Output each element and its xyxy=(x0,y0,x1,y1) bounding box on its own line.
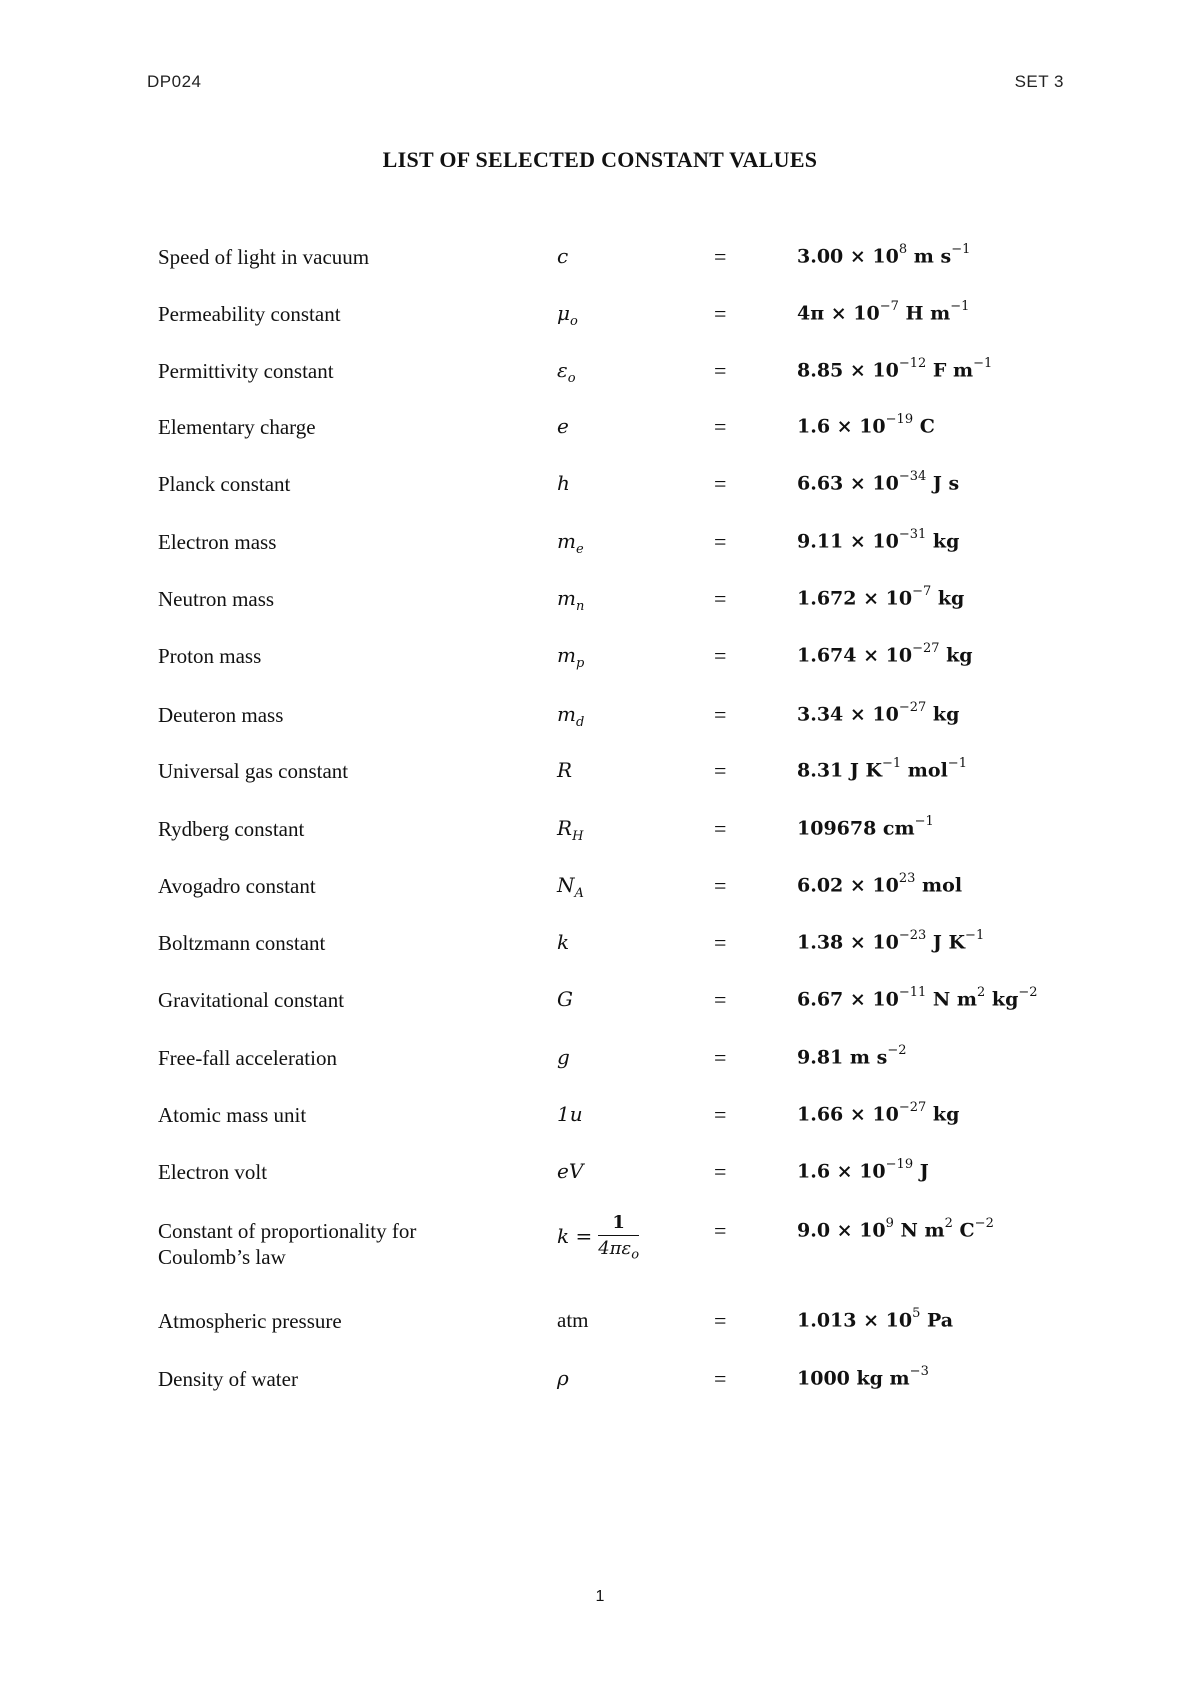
value-mantissa: 8.31 J K xyxy=(797,759,883,782)
value-unit: kg xyxy=(926,530,960,553)
constant-value xyxy=(797,1308,953,1331)
constant-name-text: Coulomb’s law xyxy=(158,1245,286,1269)
constant-name-text: Proton mass xyxy=(158,644,262,668)
value-mantissa: 6.63 × 10 xyxy=(797,472,899,495)
table-row xyxy=(0,1366,1200,1406)
constant-symbol xyxy=(557,1366,569,1390)
value-exponent: −19 xyxy=(885,412,914,427)
value-exponent: −7 xyxy=(879,299,899,314)
symbol-subscript: o xyxy=(570,314,578,329)
table-row xyxy=(0,244,1200,284)
table-row xyxy=(0,1102,1200,1142)
equals-sign: = xyxy=(714,702,727,727)
symbol-text: R xyxy=(557,758,573,782)
constant-symbol xyxy=(557,758,572,782)
constant-symbol xyxy=(557,1102,583,1126)
constant-name xyxy=(158,816,304,842)
value-unit: H m xyxy=(898,302,951,325)
constant-symbol xyxy=(557,643,584,671)
equals-sign: = xyxy=(714,816,727,841)
constant-name xyxy=(158,586,274,612)
constant-name-text: Planck constant xyxy=(158,472,291,496)
symbol-subscript: e xyxy=(575,542,584,557)
symbol-text: ε xyxy=(557,358,568,382)
value-exponent: −3 xyxy=(909,1364,929,1379)
value-mantissa: 3.00 × 10 xyxy=(797,245,899,268)
symbol-text: h xyxy=(557,471,570,495)
value-mantissa: 9.0 × 10 xyxy=(797,1219,886,1242)
constant-value xyxy=(797,414,935,437)
equals-sign: = xyxy=(714,873,727,898)
page-title: LIST OF SELECTED CONSTANT VALUES xyxy=(382,147,818,172)
symbol-subscript: A xyxy=(574,886,584,901)
constant-name xyxy=(158,702,283,728)
symbol-text: ρ xyxy=(557,1366,569,1390)
value-unit: J s xyxy=(926,472,960,495)
value-mantissa: 109678 cm xyxy=(797,817,915,840)
fraction xyxy=(598,1212,639,1263)
constant-name-text: Atmospheric pressure xyxy=(158,1309,342,1333)
unit-exponent: −1 xyxy=(965,928,985,943)
constant-symbol xyxy=(557,414,569,438)
symbol-subscript: d xyxy=(575,715,585,730)
constant-value xyxy=(797,358,992,381)
table-row xyxy=(0,1308,1200,1348)
header-set-label: SET 3 xyxy=(1014,72,1064,91)
value-mantissa: 9.11 × 10 xyxy=(797,530,899,553)
unit-exponent: −1 xyxy=(950,299,970,314)
value-exponent: 8 xyxy=(898,242,908,257)
unit-exponent: −2 xyxy=(1018,985,1038,1000)
value-unit: kg xyxy=(939,644,973,667)
table-row xyxy=(0,758,1200,798)
constant-symbol xyxy=(557,1212,639,1263)
value-unit: Pa xyxy=(920,1309,954,1332)
value-exponent: −11 xyxy=(898,985,927,1000)
page-number: 1 xyxy=(595,1588,605,1605)
table-row xyxy=(0,586,1200,626)
constant-name-text: Permittivity constant xyxy=(158,359,334,383)
table-row xyxy=(0,816,1200,856)
table-row xyxy=(0,414,1200,454)
value-unit: N m xyxy=(893,1219,945,1242)
symbol-text: k xyxy=(557,930,570,954)
constant-name-text: Electron volt xyxy=(158,1160,268,1184)
value-exponent: −27 xyxy=(898,700,927,715)
unit-exponent: −1 xyxy=(947,756,967,771)
constant-value xyxy=(797,1102,959,1125)
symbol-text: m xyxy=(557,643,576,667)
value-unit: F m xyxy=(926,359,974,382)
value-exponent: −1 xyxy=(882,756,902,771)
constant-name-text: Electron mass xyxy=(158,530,277,554)
table-row xyxy=(0,301,1200,341)
equals-sign: = xyxy=(714,1159,727,1184)
value-exponent: −12 xyxy=(898,356,927,371)
table-row xyxy=(0,702,1200,742)
table-row xyxy=(0,930,1200,970)
constant-name xyxy=(158,358,334,384)
value-exponent: 23 xyxy=(898,871,916,886)
value-mantissa: 1000 kg m xyxy=(797,1367,910,1390)
constant-name xyxy=(158,758,348,784)
constant-value xyxy=(797,529,959,552)
table-row xyxy=(0,643,1200,683)
table-row xyxy=(0,1045,1200,1085)
constant-name-text: Speed of light in vacuum xyxy=(158,245,370,269)
constant-name xyxy=(158,1218,416,1270)
value-unit: mol xyxy=(915,874,963,897)
value-exponent: −23 xyxy=(898,928,927,943)
constant-symbol xyxy=(557,987,573,1011)
constant-name xyxy=(158,1045,337,1071)
symbol-subscript: H xyxy=(572,829,584,844)
constant-value xyxy=(797,643,973,666)
constant-value xyxy=(797,1159,929,1182)
value-unit: C xyxy=(913,415,935,438)
value-mantissa: 1.66 × 10 xyxy=(797,1103,899,1126)
value-exponent: −27 xyxy=(912,641,940,656)
constant-value xyxy=(797,758,967,781)
symbol-text: 1u xyxy=(557,1102,583,1126)
equals-sign: = xyxy=(714,471,727,496)
constant-name xyxy=(158,301,341,327)
constant-symbol xyxy=(557,816,583,844)
value-mantissa: 1.6 × 10 xyxy=(797,415,886,438)
constant-symbol xyxy=(557,702,584,730)
constant-name-text: Deuteron mass xyxy=(158,703,284,727)
value-mantissa: 6.02 × 10 xyxy=(797,874,899,897)
denominator-subscript: o xyxy=(631,1247,640,1263)
value-unit: kg xyxy=(926,703,960,726)
symbol-subscript: o xyxy=(567,371,576,386)
unit-exponent: −1 xyxy=(951,242,971,257)
constant-symbol xyxy=(557,586,584,614)
symbol-subscript: p xyxy=(575,656,585,671)
fraction-denominator xyxy=(598,1236,639,1263)
constant-symbol xyxy=(557,358,576,386)
unit-exponent: −2 xyxy=(974,1216,994,1231)
value-exponent: 5 xyxy=(912,1306,921,1321)
constant-name-text: Avogadro constant xyxy=(158,874,316,898)
constant-value xyxy=(797,471,959,494)
value-mantissa: 1.38 × 10 xyxy=(797,931,899,954)
value-exponent: −1 xyxy=(914,814,934,829)
constant-name-text: Atomic mass unit xyxy=(158,1103,307,1127)
constant-symbol xyxy=(557,1159,583,1183)
equals-sign: = xyxy=(714,301,727,326)
symbol-text: atm xyxy=(557,1308,589,1332)
value-mantissa: 1.674 × 10 xyxy=(797,644,913,667)
value-unit: C xyxy=(952,1219,975,1242)
constant-name-text: Density of water xyxy=(158,1367,298,1391)
value-mantissa: 6.67 × 10 xyxy=(797,988,899,1011)
constant-name xyxy=(158,414,316,440)
equals-sign: = xyxy=(714,1102,727,1127)
constant-value xyxy=(797,244,970,267)
symbol-subscript: n xyxy=(575,599,585,614)
constant-value xyxy=(797,873,962,896)
equals-sign: = xyxy=(714,1366,727,1391)
value-exponent: 9 xyxy=(885,1216,894,1231)
constant-name-text: Elementary charge xyxy=(158,415,316,439)
constant-name xyxy=(158,1102,306,1128)
table-row xyxy=(0,1212,1200,1269)
value-mantissa: 8.85 × 10 xyxy=(797,359,899,382)
symbol-text: e xyxy=(557,414,569,438)
equals-sign: = xyxy=(714,358,727,383)
symbol-text: R xyxy=(557,816,573,840)
constant-value xyxy=(797,1366,929,1389)
unit-exponent: 2 xyxy=(977,985,986,1000)
constant-value xyxy=(797,301,969,324)
constant-value xyxy=(797,586,964,609)
equals-sign: = xyxy=(714,930,727,955)
unit-exponent: −1 xyxy=(973,356,993,371)
constant-name-text: Free-fall acceleration xyxy=(158,1046,337,1070)
constant-value xyxy=(797,930,984,953)
equals-sign: = xyxy=(714,244,727,269)
equals-sign: = xyxy=(714,529,727,554)
constant-name xyxy=(158,930,325,956)
constant-value xyxy=(797,1218,994,1241)
value-unit: kg xyxy=(926,1103,960,1126)
table-row xyxy=(0,1159,1200,1199)
constant-name xyxy=(158,244,369,270)
constant-symbol xyxy=(557,471,570,495)
constant-name-text: Universal gas constant xyxy=(158,759,349,783)
value-mantissa: 3.34 × 10 xyxy=(797,703,899,726)
value-unit: J K xyxy=(926,931,966,954)
constant-name xyxy=(158,471,290,497)
constant-value xyxy=(797,816,934,839)
equals-sign: = xyxy=(714,1218,727,1243)
constant-name xyxy=(158,643,261,669)
symbol-text: m xyxy=(557,529,576,553)
value-exponent: −2 xyxy=(887,1043,907,1058)
value-exponent: −27 xyxy=(898,1100,927,1115)
header-course-code: DP024 xyxy=(147,72,202,91)
constant-symbol xyxy=(557,1045,570,1069)
constant-name-text: Permeability constant xyxy=(158,302,341,326)
value-mantissa: 1.672 × 10 xyxy=(797,587,913,610)
constant-name-text: Gravitational constant xyxy=(158,988,345,1012)
constant-value xyxy=(797,987,1038,1010)
value-mantissa: 9.81 m s xyxy=(797,1046,888,1069)
symbol-text: k = xyxy=(557,1223,593,1248)
constant-symbol xyxy=(557,301,578,329)
constant-name xyxy=(158,1308,342,1334)
constant-name xyxy=(158,987,344,1013)
value-unit: J xyxy=(913,1160,929,1183)
value-mantissa: 1.013 × 10 xyxy=(797,1309,913,1332)
constant-name xyxy=(158,1366,298,1392)
equals-sign: = xyxy=(714,758,727,783)
equals-sign: = xyxy=(714,1045,727,1070)
constant-symbol xyxy=(557,930,569,954)
constant-symbol xyxy=(557,873,584,901)
constant-name-text: Rydberg constant xyxy=(158,817,305,841)
fraction-numerator: 1 xyxy=(598,1212,639,1236)
table-row xyxy=(0,987,1200,1027)
unit-exponent: 2 xyxy=(944,1216,953,1231)
constant-symbol xyxy=(557,244,568,268)
symbol-text: m xyxy=(557,586,576,610)
equals-sign: = xyxy=(714,586,727,611)
constant-name xyxy=(158,873,316,899)
equals-sign: = xyxy=(714,1308,727,1333)
equals-sign: = xyxy=(714,987,727,1012)
symbol-text: m xyxy=(557,702,576,726)
value-exponent: −34 xyxy=(898,469,927,484)
table-row xyxy=(0,529,1200,569)
symbol-text: c xyxy=(557,244,569,268)
symbol-text: N xyxy=(557,873,575,897)
table-row xyxy=(0,873,1200,913)
equals-sign: = xyxy=(714,643,727,668)
constant-name-text: Constant of proportionality for xyxy=(158,1219,417,1243)
value-exponent: −7 xyxy=(912,584,932,599)
symbol-text: g xyxy=(557,1045,570,1069)
symbol-text: eV xyxy=(557,1159,584,1183)
value-unit: mol xyxy=(901,759,948,782)
constant-symbol xyxy=(557,1308,589,1333)
constant-name-text: Neutron mass xyxy=(158,587,275,611)
value-unit: kg xyxy=(985,988,1019,1011)
value-unit: m s xyxy=(907,245,952,268)
value-mantissa: 4π × 10 xyxy=(797,302,880,325)
constant-value xyxy=(797,1045,906,1068)
symbol-text: G xyxy=(557,987,573,1011)
value-mantissa: 1.6 × 10 xyxy=(797,1160,886,1183)
symbol-text: μ xyxy=(557,301,570,325)
constant-symbol xyxy=(557,529,584,557)
value-unit: kg xyxy=(931,587,965,610)
constant-name xyxy=(158,1159,267,1185)
value-exponent: −19 xyxy=(885,1157,914,1172)
constant-value xyxy=(797,702,959,725)
value-unit: N m xyxy=(926,988,978,1011)
constant-name xyxy=(158,529,276,555)
value-exponent: −31 xyxy=(898,527,927,542)
equals-sign: = xyxy=(714,414,727,439)
constant-name-text: Boltzmann constant xyxy=(158,931,326,955)
table-row xyxy=(0,358,1200,398)
table-row xyxy=(0,471,1200,511)
denominator-text: 4πε xyxy=(598,1238,632,1259)
